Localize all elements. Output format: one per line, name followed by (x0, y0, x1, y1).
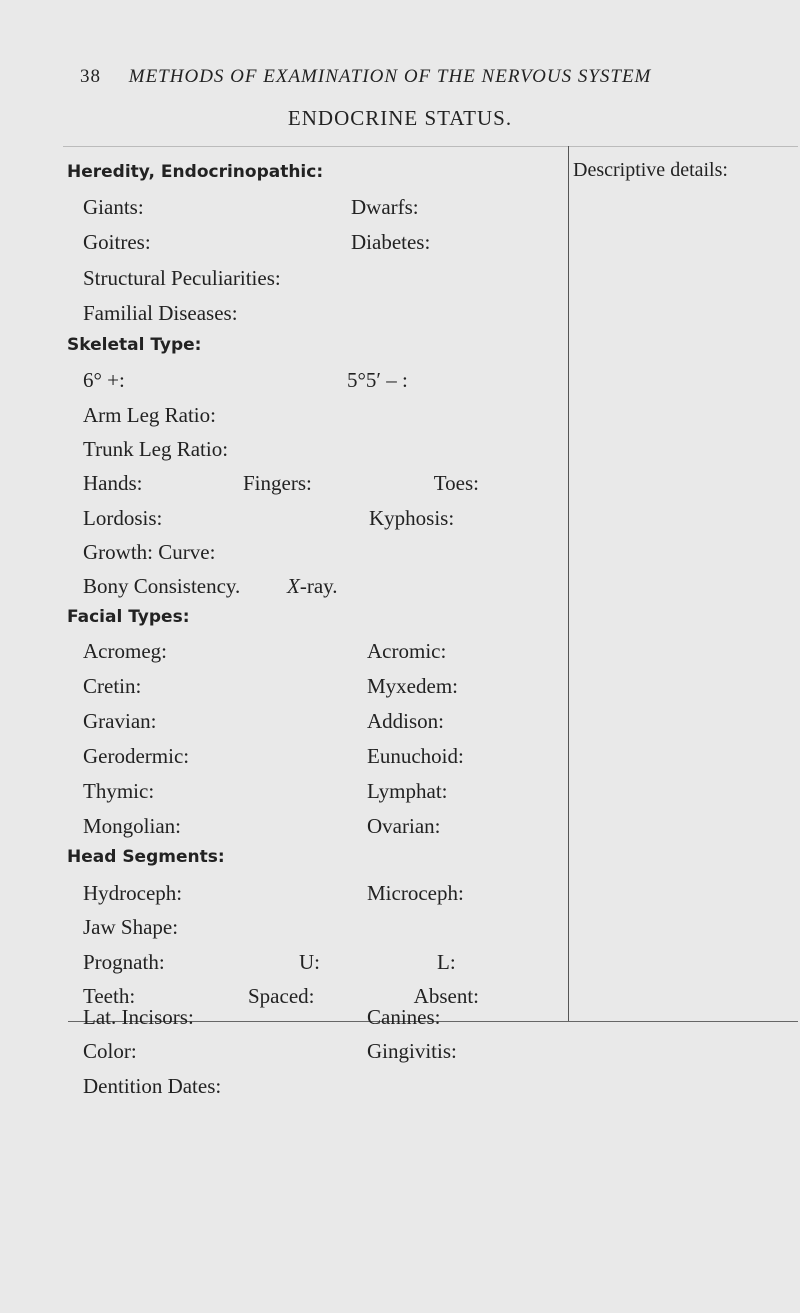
facial-right-item: Addison: (367, 709, 445, 733)
toes-field: Toes: (433, 471, 479, 495)
facial-heading: Facial Types: (67, 607, 190, 627)
top-rule (63, 146, 798, 147)
facial-left-item: Gerodermic: (83, 744, 190, 768)
page-title: ENDOCRINE STATUS. (287, 106, 513, 130)
skeletal-heading: Skeletal Type: (67, 335, 202, 355)
head-segments-heading: Head Segments: (67, 847, 225, 867)
structural-field: Structural Peculiarities: (83, 266, 281, 290)
facial-left-item: Cretin: (83, 674, 142, 698)
teeth-field: Teeth: (83, 984, 136, 1008)
lateral-incisors-field: Lat. Incisors: (83, 1005, 194, 1029)
tall-field: 6° +: (83, 368, 125, 392)
facial-right-item: Lymphat: (367, 779, 448, 803)
facial-right-item: Acromic: (367, 639, 447, 663)
dentition-dates-field: Dentition Dates: (83, 1074, 222, 1098)
short-field: 5°5′ – : (347, 368, 408, 392)
facial-right-item: Eunuchoid: (367, 744, 464, 768)
kyphosis-field: Kyphosis: (369, 506, 455, 530)
arm-leg-field: Arm Leg Ratio: (83, 403, 216, 427)
lower-field: L: (437, 950, 456, 974)
facial-left-item: Mongolian: (83, 814, 181, 838)
prognath-field: Prognath: (83, 950, 165, 974)
facial-right-item: Ovarian: (367, 814, 441, 838)
trunk-leg-field: Trunk Leg Ratio: (83, 437, 229, 461)
fingers-field: Fingers: (243, 471, 312, 495)
descriptive-details-label: Descriptive details: (573, 159, 728, 181)
color-field: Color: (83, 1039, 137, 1063)
microceph-field: Microceph: (367, 881, 464, 905)
lordosis-field: Lordosis: (83, 506, 163, 530)
hands-field: Hands: (83, 471, 143, 495)
facial-right-item: Myxedem: (367, 674, 458, 698)
facial-left-item: Gravian: (83, 709, 157, 733)
facial-left-item: Thymic: (83, 779, 155, 803)
running-title: METHODS OF EXAMINATION OF THE NERVOUS SYSTEM (128, 66, 652, 87)
facial-left-item: Acromeg: (83, 639, 167, 663)
growth-field: Growth: Curve: (83, 540, 216, 564)
absent-field: Absent: (413, 984, 479, 1008)
familial-field: Familial Diseases: (83, 301, 238, 325)
page-number: 38 (80, 66, 101, 87)
canines-field: Canines: (367, 1005, 441, 1029)
goitres-field: Goitres: (83, 230, 151, 254)
spaced-field: Spaced: (248, 984, 315, 1008)
bony-consistency-field: Bony Consistency. (83, 574, 241, 598)
diabetes-field: Diabetes: (351, 230, 431, 254)
jaw-shape-field: Jaw Shape: (83, 915, 179, 939)
running-header (80, 66, 740, 88)
upper-field: U: (299, 950, 320, 974)
giants-field: Giants: (83, 195, 144, 219)
dwarfs-field: Dwarfs: (351, 195, 419, 219)
gingivitis-field: Gingivitis: (367, 1039, 457, 1063)
hydroceph-field: Hydroceph: (83, 881, 183, 905)
heredity-heading: Heredity, Endocrinopathic: (67, 162, 324, 182)
xray-field: X-ray. (287, 574, 338, 598)
column-divider (568, 146, 569, 1022)
